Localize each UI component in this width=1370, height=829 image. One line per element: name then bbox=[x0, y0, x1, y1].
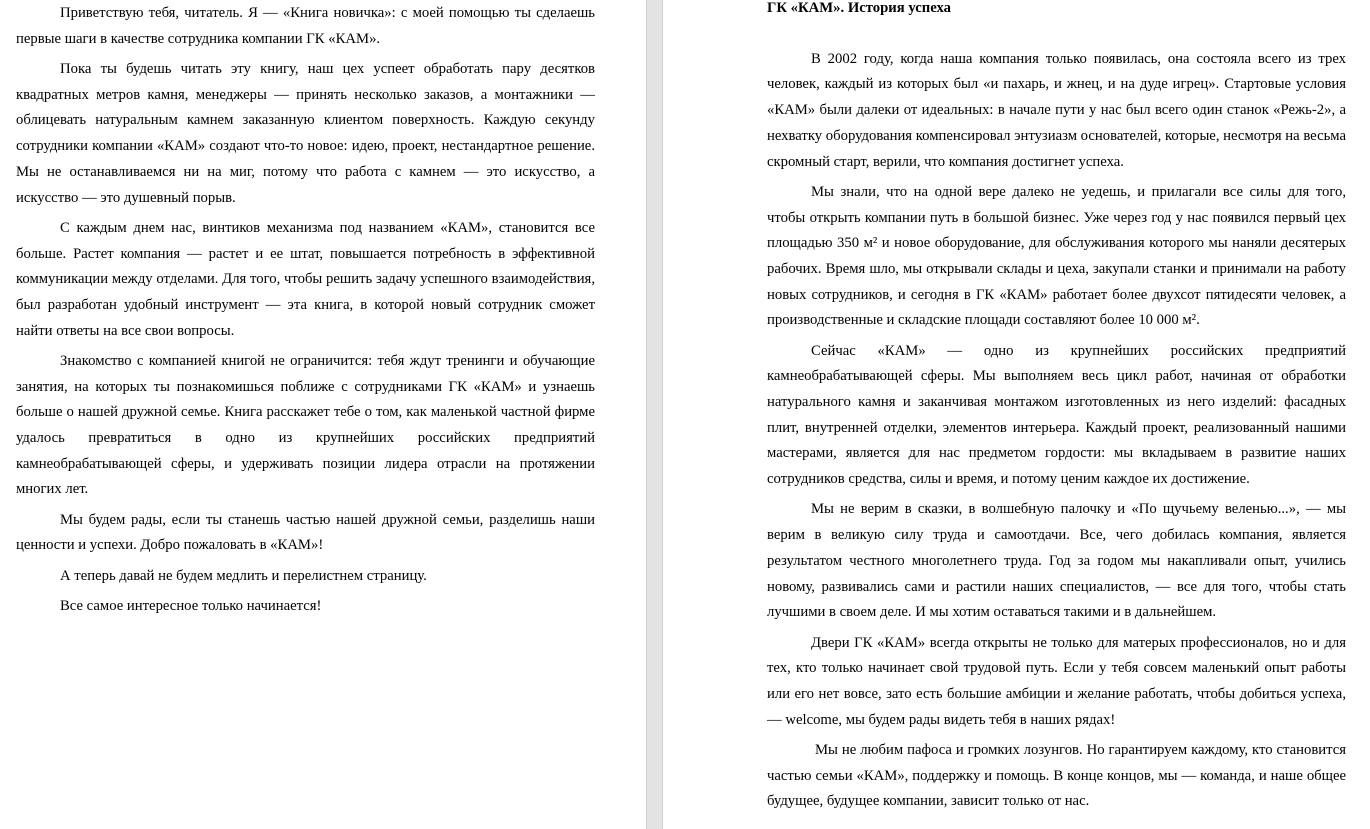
paragraph: Все самое интересное только начинается! bbox=[60, 598, 322, 615]
document-page-left bbox=[0, 0, 646, 829]
paragraph: Мы будем рады, если ты станешь частью нашей дружной семьи, разделишь наши ценности и успехи. Добро пожаловать в «КАМ»! bbox=[16, 511, 595, 554]
paragraph: Мы знали, что на одной вере далеко не уедешь, и прилагали все силы для того, чтобы открыть компании путь в большой бизнес. Уже через год у нас появился первый цех площадью 350 м² и новое оборудование, для обслуживания которого мы наняли десятерых рабочих. Время шло, мы открывали склады и цеха, закупали станки и принимали на работу новых сотрудников, и сегодня в ГК «КАМ» работает более двухсот пятидесяти человек, а производственные и складские площади составляют более 10 000 м². bbox=[767, 183, 1346, 329]
paragraph: Двери ГК «КАМ» всегда открыты не только для матерых профессионалов, но и для тех, кто только начинает свой трудовой путь. Если у тебя совсем маленький опыт работы или его нет вовсе, зато есть большие амбиции и желание работать, чтобы добиться успеха, — welcome, мы будем рады видеть тебя в наших рядах! bbox=[767, 634, 1346, 728]
paragraph: Сейчас «КАМ» — одно из крупнейших российских предприятий камнеобрабатывающей сферы. Мы выполняем весь цикл работ, начиная от обработки натурального камня и заканчивая монтажом изготовленных из него изделий: фасадных плит, внутренней отделки, элементов интерьера. Каждый проект, реализованный нашими мастерами, является для нас предметом гордости: мы вкладываем в развитие наших сотрудников средства, силы и время, и потому ценим каждое их достижение. bbox=[767, 342, 1346, 488]
section-title: ГК «КАМ». История успеха bbox=[767, 0, 951, 16]
page-left-text bbox=[16, 1, 595, 624]
document-page-right bbox=[663, 0, 1370, 829]
paragraph: А теперь давай не будем медлить и перелистнем страницу. bbox=[60, 567, 427, 584]
title-spacer bbox=[767, 22, 1346, 47]
paragraph: Приветствую тебя, читатель. Я — «Книга новичка»: с моей помощью ты сделаешь первые шаги в качестве сотрудника компании ГК «КАМ». bbox=[16, 5, 595, 47]
paragraph: Пока ты будешь читать эту книгу, наш цех успеет обработать пару десятков квадратных метров камня, менеджеры — принять несколько заказов, а монтажники — облицевать натуральным камнем заказанную клиентом поверхность. Каждую секунду сотрудники компании «КАМ» создают что-то новое: идею, проект, нестандартное решение. Мы не останавливаемся ни на миг, потому что работа с камнем — это искусство, а искусство — это душевный порыв. bbox=[16, 61, 595, 206]
paragraph: С каждым днем нас, винтиков механизма под названием «КАМ», становится все больше. Растет компания — растет и ее штат, повышается потребность в эффективной коммуникации между отделами. Для того, чтобы решить задачу успешного взаимодействия, был разработан удобный инструмент — эта книга, в которой новый сотрудник сможет найти ответы на все свои вопросы. bbox=[16, 219, 595, 339]
page-right-text bbox=[767, 0, 1346, 820]
page-gap bbox=[646, 0, 663, 829]
paragraph: Мы не любим пафоса и громких лозунгов. Но гарантируем каждому, кто становится частью семьи «КАМ», поддержку и помощь. В конце концов, мы — команда, и наше общее будущее, будущее компании, зависит только от нас. bbox=[767, 741, 1346, 810]
paragraph: Мы не верим в сказки, в волшебную палочку и «По щучьему веленью...», — мы верим в великую силу труда и самоотдачи. Все, чего добилась компания, является результатом честного многолетнего труда. Год за годом мы накапливали опыт, учились новому, развивались сами и растили наших специалистов, — все для того, чтобы стать лучшими в своем деле. И мы хотим оставаться такими и в дальнейшем. bbox=[767, 501, 1346, 621]
paragraph: В 2002 году, когда наша компания только появилась, она состояла всего из трех человек, каждый из которых был «и пахарь, и жнец, и на дуде игрец». Стартовые условия «КАМ» были далеки от идеальных: в начале пути у нас был всего один станок «Режь-2», а нехватку оборудования компенсировал энтузиазм основателей, которые, несмотря на весьма скромный старт, верили, что компания достигнет успеха. bbox=[767, 50, 1346, 170]
paragraph: Знакомство с компанией книгой не ограничится: тебя ждут тренинги и обучающие занятия, на которых ты познакомишься поближе с сотрудниками ГК «КАМ» и узнаешь больше о нашей дружной семье. Книга расскажет тебе о том, как маленькой частной фирме удалось превратиться в одно из крупнейших российских предприятий камнеобрабатывающей сферы, и удерживать позиции лидера отрасли на протяжении многих лет. bbox=[16, 352, 595, 498]
